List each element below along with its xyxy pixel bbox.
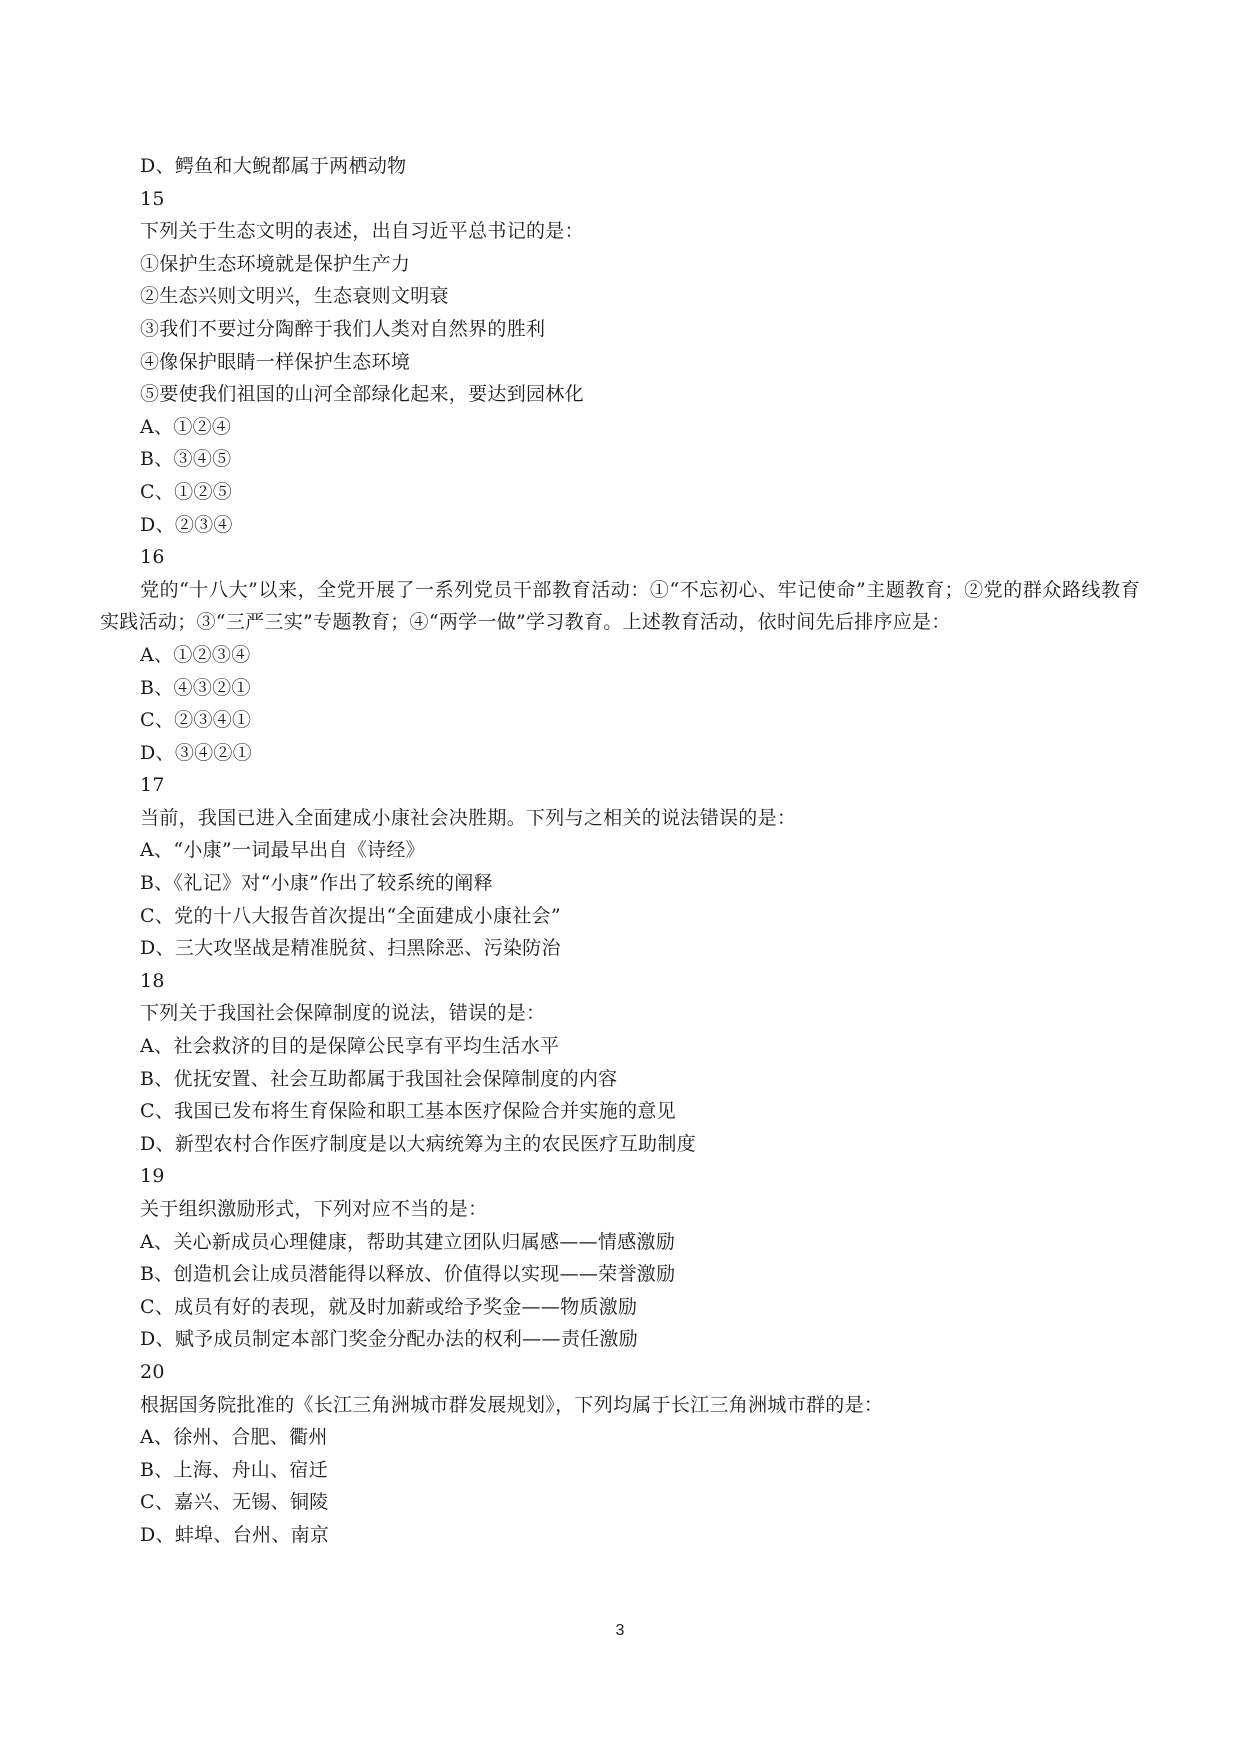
option-d: D、③④②① [140, 741, 253, 764]
question-17 [100, 769, 1140, 965]
document-body [100, 150, 1140, 1552]
question-number: 17 [140, 774, 165, 797]
option-b: B、《礼记》对“小康”作出了较系统的阐释 [140, 872, 493, 895]
option-a: A、徐州、合肥、衢州 [140, 1426, 328, 1449]
option-c: C、我国已发布将生育保险和职工基本医疗保险合并实施的意见 [140, 1100, 676, 1123]
statement-4: ④像保护眼睛一样保护生态环境 [140, 350, 411, 373]
option-c: C、①②⑤ [140, 480, 233, 503]
option-d: D、②③④ [140, 513, 233, 536]
previous-question-option-d: D、鳄鱼和大鲵都属于两栖动物 [140, 155, 407, 177]
question-18 [100, 965, 1140, 1161]
option-d: D、蚌埠、台州、南京 [140, 1523, 330, 1546]
option-c: C、成员有好的表现，就及时加薪或给予奖金——物质激励 [140, 1295, 638, 1318]
statement-2: ②生态兴则文明兴，生态衰则文明衰 [140, 285, 449, 308]
question-number: 15 [140, 187, 165, 210]
option-b: B、创造机会让成员潜能得以释放、价值得以实现——荣誉激励 [140, 1263, 676, 1286]
question-stem: 下列关于我国社会保障制度的说法，错误的是： [140, 1002, 546, 1025]
option-d: D、赋予成员制定本部门奖金分配办法的权利——责任激励 [140, 1328, 639, 1351]
question-number: 16 [140, 546, 165, 569]
option-b: B、③④⑤ [140, 448, 232, 471]
question-20 [100, 1356, 1140, 1552]
option-d: D、三大攻坚战是精准脱贫、扫黑除恶、污染防治 [140, 937, 561, 960]
option-a: A、“小康”一词最早出自《诗经》 [140, 839, 425, 862]
question-number: 20 [140, 1360, 165, 1383]
statement-1: ①保护生态环境就是保护生产力 [140, 252, 411, 275]
question-15 [100, 183, 1140, 542]
option-b: B、上海、舟山、宿迁 [140, 1458, 328, 1481]
option-a: A、社会救济的目的是保障公民享有平均生活水平 [140, 1035, 560, 1058]
question-stem: 下列关于生态文明的表述，出自习近平总书记的是： [140, 220, 584, 243]
page-number: 3 [615, 1622, 625, 1639]
option-a: A、①②③④ [140, 643, 251, 666]
question-16 [100, 541, 1140, 769]
option-c: C、②③④① [140, 709, 252, 732]
option-c: C、嘉兴、无锡、铜陵 [140, 1491, 329, 1514]
option-a: A、关心新成员心理健康，帮助其建立团队归属感——情感激励 [140, 1230, 676, 1253]
statement-5: ⑤要使我们祖国的山河全部绿化起来，要达到园林化 [140, 383, 584, 406]
question-stem: 根据国务院批准的《长江三角洲城市群发展规划》，下列均属于长江三角洲城市群的是： [140, 1393, 884, 1416]
option-b: B、④③②① [140, 676, 251, 699]
option-b: B、优抚安置、社会互助都属于我国社会保障制度的内容 [140, 1067, 618, 1090]
question-stem: 关于组织激励形式，下列对应不当的是： [140, 1198, 488, 1220]
option-a: A、①②④ [140, 415, 232, 438]
question-19 [100, 1160, 1140, 1356]
question-number: 19 [140, 1165, 165, 1188]
question-number: 18 [140, 969, 165, 992]
option-c: C、党的十八大报告首次提出“全面建成小康社会” [140, 904, 561, 927]
question-stem: 党的“十八大”以来，全党开展了一系列党员干部教育活动：①“不忘初心、牢记使命”主题教育；②党的群众路线教育实践活动；③“三严三实”专题教育；④“两学一做”学习教育。上述教育活动，依时间先后排序应是： [100, 578, 1140, 634]
statement-3: ③我们不要过分陶醉于我们人类对自然界的胜利 [140, 317, 546, 340]
option-d: D、新型农村合作医疗制度是以大病统筹为主的农民医疗互助制度 [140, 1132, 696, 1155]
question-stem: 当前，我国已进入全面建成小康社会决胜期。下列与之相关的说法错误的是： [140, 806, 797, 829]
